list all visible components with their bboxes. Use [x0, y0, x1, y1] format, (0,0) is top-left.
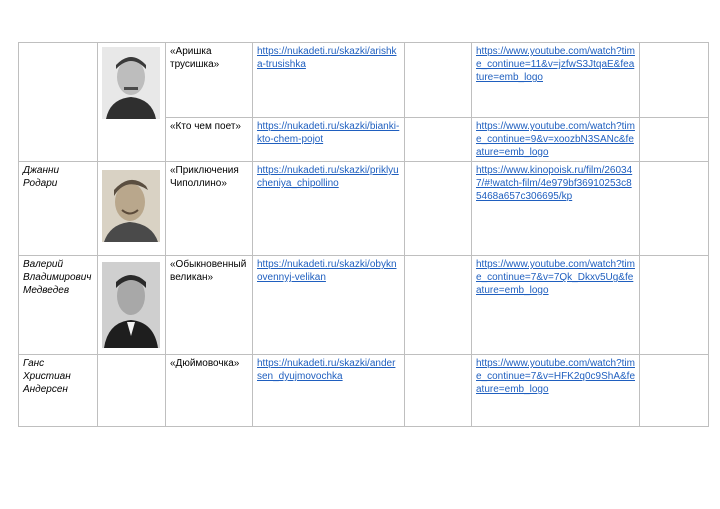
- empty-cell: [640, 118, 709, 162]
- author-cell: Валерий Владимирович Медведев: [19, 256, 98, 355]
- video-link[interactable]: https://www.youtube.com/watch?time_continue=7&v=HFK2q0c9ShA&feature=emb_logo: [472, 355, 640, 427]
- book-title: «Дюймовочка»: [166, 355, 253, 427]
- empty-cell: [640, 162, 709, 256]
- author-cell: [19, 43, 98, 162]
- text-link[interactable]: https://nukadeti.ru/skazki/priklyucheniya_chipollino: [253, 162, 405, 256]
- book-title: «Кто чем поет»: [166, 118, 253, 162]
- video-link[interactable]: https://www.youtube.com/watch?time_continue=7&v=7Qk_Dkxv5Ug&feature=emb_logo: [472, 256, 640, 355]
- author-cell: Ганс Христиан Андерсен: [19, 355, 98, 427]
- author-portrait: [102, 262, 160, 348]
- video-link[interactable]: https://www.kinopoisk.ru/film/260347/#!watch-film/4e979bf36910253c85468a657c306695/kp: [472, 162, 640, 256]
- book-title: «Аришка трусишка»: [166, 43, 253, 118]
- author-photo-cell: [98, 162, 166, 256]
- author-photo-cell: [98, 43, 166, 162]
- book-title: «Приключения Чиполлино»: [166, 162, 253, 256]
- text-link[interactable]: https://nukadeti.ru/skazki/arishka-trusishka: [253, 43, 405, 118]
- text-link[interactable]: https://nukadeti.ru/skazki/obyknovennyj-velikan: [253, 256, 405, 355]
- video-link[interactable]: https://www.youtube.com/watch?time_continue=11&v=jzfwS3JtqaE&feature=emb_logo: [472, 43, 640, 118]
- books-table: [18, 42, 709, 427]
- table-row: [19, 355, 709, 427]
- empty-cell: [405, 43, 472, 118]
- author-photo-cell: [98, 256, 166, 355]
- empty-cell: [640, 256, 709, 355]
- author-portrait: [102, 170, 160, 242]
- author-cell: Джанни Родари: [19, 162, 98, 256]
- table-row: [19, 43, 709, 118]
- text-link[interactable]: https://nukadeti.ru/skazki/andersen_dyujmovochka: [253, 355, 405, 427]
- book-title: «Обыкновенный великан»: [166, 256, 253, 355]
- text-link[interactable]: https://nukadeti.ru/skazki/bianki-kto-chem-pojot: [253, 118, 405, 162]
- author-portrait: [102, 47, 160, 119]
- empty-cell: [98, 355, 166, 427]
- empty-cell: [640, 43, 709, 118]
- table-row: [19, 256, 709, 355]
- empty-cell: [405, 256, 472, 355]
- empty-cell: [640, 355, 709, 427]
- table-row: [19, 162, 709, 256]
- empty-cell: [405, 118, 472, 162]
- video-link[interactable]: https://www.youtube.com/watch?time_continue=9&v=xoozbN3SANc&feature=emb_logo: [472, 118, 640, 162]
- empty-cell: [405, 162, 472, 256]
- empty-cell: [405, 355, 472, 427]
